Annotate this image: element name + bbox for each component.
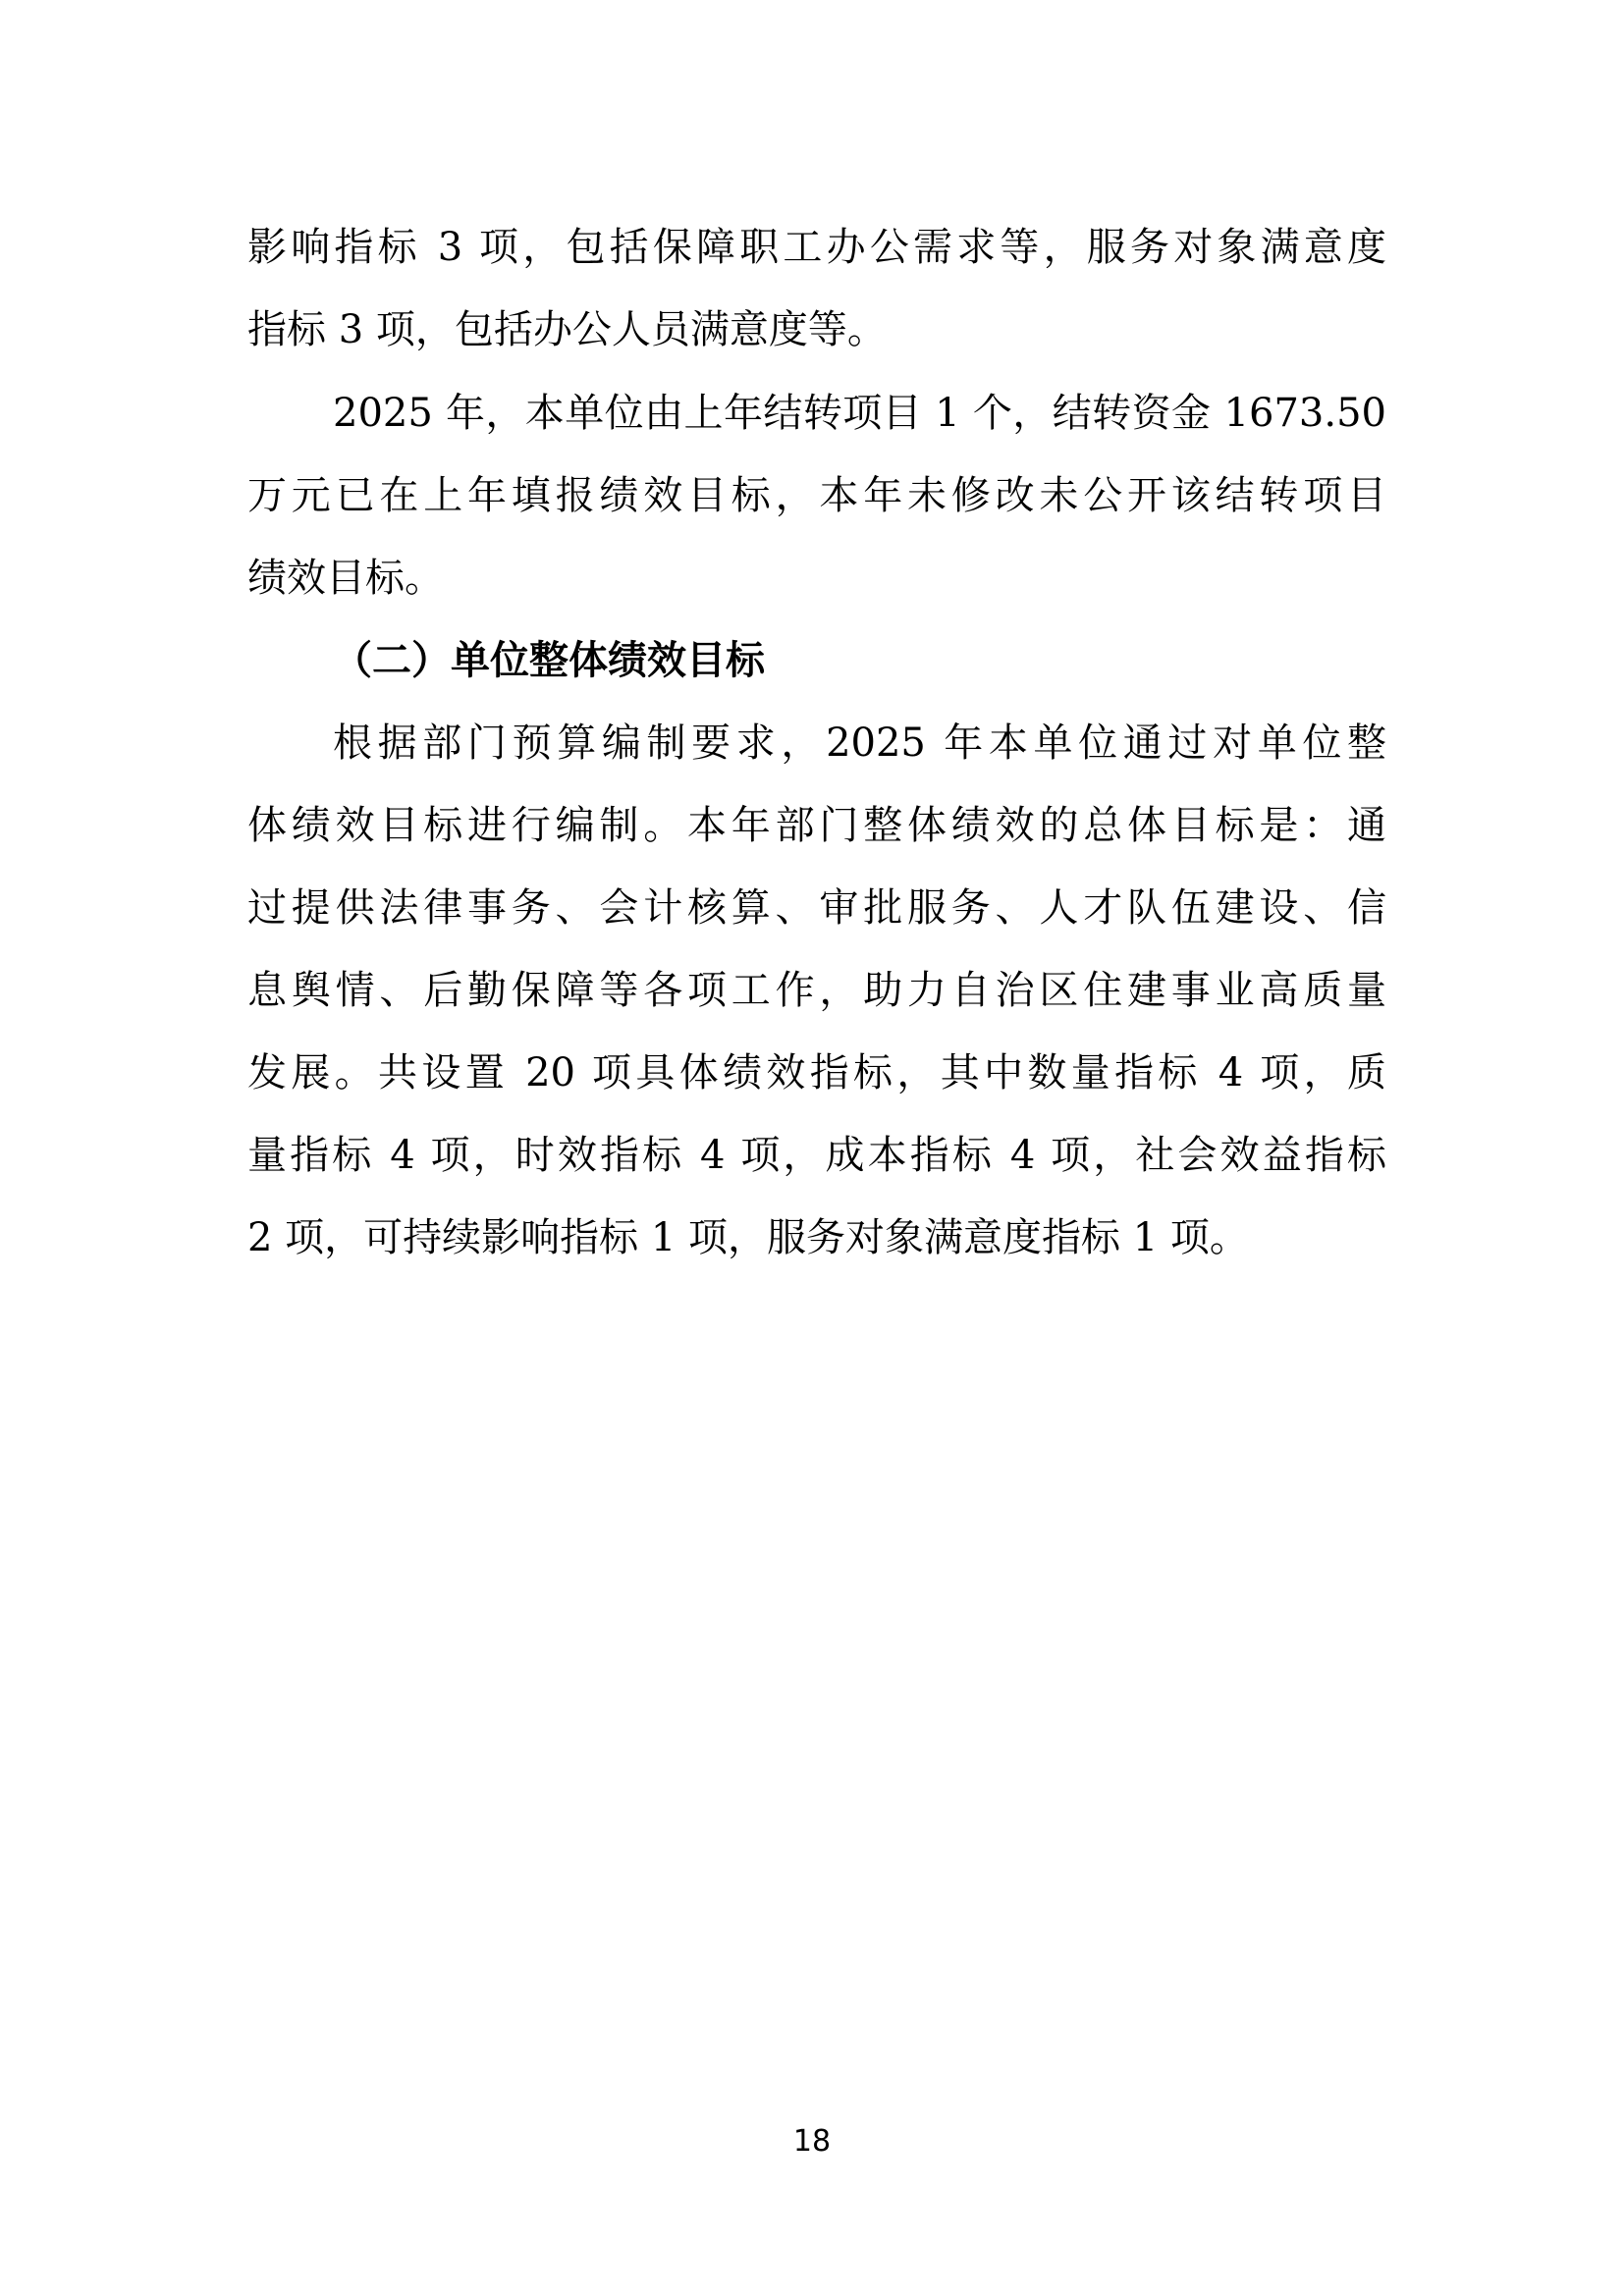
body-text-line: 2 项，可持续影响指标 1 项，服务对象满意度指标 1 项。 (247, 1215, 1249, 1260)
body-text-line: 指标 3 项，包括办公人员满意度等。 (247, 307, 887, 352)
body-text-line: 绩效目标。 (247, 556, 444, 601)
body-text-line: 万元已在上年填报绩效目标，本年未修改未公开该结转项目 (247, 473, 1386, 518)
body-text-line: 影响指标 3 项，包括保障职工办公需求等，服务对象满意度 (247, 225, 1386, 270)
section-heading: （二）单位整体绩效目标 (333, 638, 765, 683)
body-text-line: 2025 年，本单位由上年结转项目 1 个，结转资金 1673.50 (333, 391, 1386, 436)
body-text-line: 体绩效目标进行编制。本年部门整体绩效的总体目标是：通 (247, 803, 1386, 848)
body-text-line: 发展。共设置 20 项具体绩效指标，其中数量指标 4 项，质 (247, 1050, 1386, 1095)
body-text-line: 过提供法律事务、会计核算、审批服务、人才队伍建设、信 (247, 885, 1386, 931)
body-text-line: 量指标 4 项，时效指标 4 项，成本指标 4 项，社会效益指标 (247, 1133, 1386, 1178)
body-text-line: 根据部门预算编制要求，2025 年本单位通过对单位整 (333, 721, 1386, 766)
body-text-line: 息舆情、后勤保障等各项工作，助力自治区住建事业高质量 (247, 968, 1386, 1013)
page-number: 18 (792, 2124, 832, 2159)
